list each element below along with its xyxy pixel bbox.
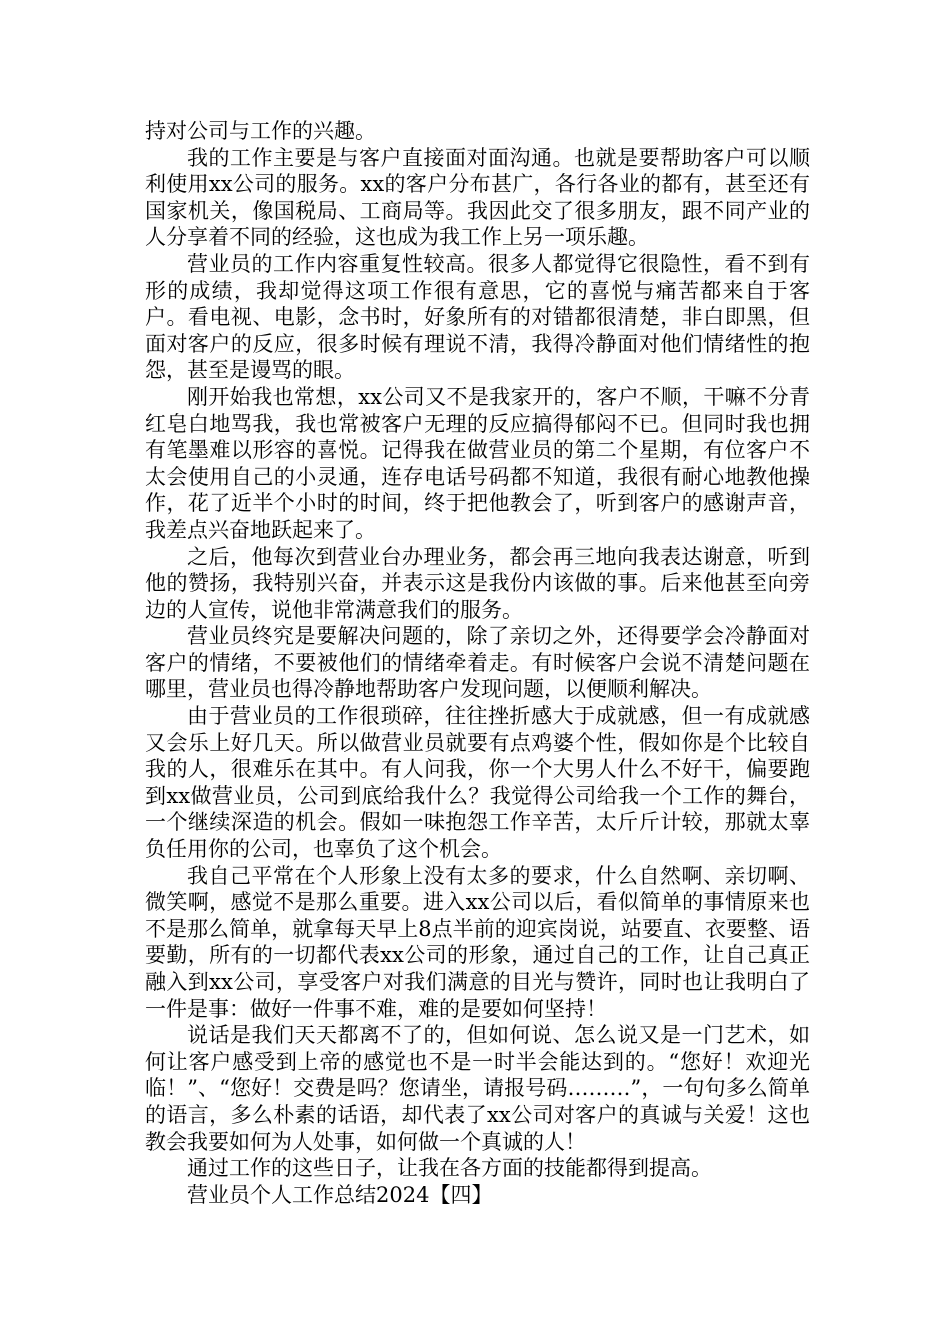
document-body	[145, 118, 810, 1208]
paragraph-8: 我自己平常在个人形象上没有太多的要求，什么自然啊、亲切啊、微笑啊，感觉不是那么重要。进入xx公司以后，看似简单的事情原来也不是那么简单，就拿每天早上8点半前的迎宾岗说，站要直、衣要整、语要勤，所有的一切都代表xx公司的形象，通过自己的工作，让自己真正融入到xx公司，享受客户对我们满意的目光与赞许，同时也让我明白了一件是事：做好一件事不难，难的是要如何坚持！	[145, 863, 810, 1021]
paragraph-9: 说话是我们天天都离不了的，但如何说、怎么说又是一门艺术，如何让客户感受到上帝的感觉也不是一时半会能达到的。“您好！欢迎光临！”、“您好！交费是吗？您请坐，请报号码………”，一句句多么简单的语言，多么朴素的话语，却代表了xx公司对客户的真诚与关爱！这也教会我要如何为人处事，如何做一个真诚的人！	[145, 1023, 810, 1154]
section-heading: 营业员个人工作总结2024【四】	[187, 1182, 493, 1207]
paragraph-4: 刚开始我也常想，xx公司又不是我家开的，客户不顺，干嘛不分青红皂白地骂我，我也常被客户无理的反应搞得郁闷不已。但同时我也拥有笔墨难以形容的喜悦。记得我在做营业员的第二个星期，有位客户不太会使用自己的小灵通，连存电话号码都不知道，我很有耐心地教他操作，花了近半个小时的时间，终于把他教会了，听到客户的感谢声音，我差点兴奋地跃起来了。	[145, 384, 810, 542]
paragraph-6: 营业员终究是要解决问题的，除了亲切之外，还得要学会冷静面对客户的情绪，不要被他们的情绪牵着走。有时候客户会说不清楚问题在哪里，营业员也得冷静地帮助客户发现问题，以便顺利解决。	[145, 624, 810, 702]
paragraph-3: 营业员的工作内容重复性较高。很多人都觉得它很隐性，看不到有形的成绩，我却觉得这项工作很有意思，它的喜悦与痛苦都来自于客户。看电视、电影，念书时，好象所有的对错都很清楚，非白即黑，但面对客户的反应，很多时候有理说不清，我得冷静面对他们情绪性的抱怨，甚至是谩骂的眼。	[145, 251, 810, 383]
paragraph-10: 通过工作的这些日子，让我在各方面的技能都得到提高。	[187, 1156, 712, 1181]
paragraph-2: 我的工作主要是与客户直接面对面沟通。也就是要帮助客户可以顺利使用xx公司的服务。xx的客户分布甚广，各行各业的都有，甚至还有国家机关，像国税局、工商局等。我因此交了很多朋友，跟不同产业的人分享着不同的经验，这也成为我工作上另一项乐趣。	[145, 145, 810, 250]
paragraph-7: 由于营业员的工作很琐碎，往往挫折感大于成就感，但一有成就感又会乐上好几天。所以做营业员就要有点鸡婆个性，假如你是个比较自我的人，很难乐在其中。有人问我，你一个大男人什么不好干，偏要跑到xx做营业员，公司到底给我什么？我觉得公司给我一个工作的舞台，一个继续深造的机会。假如一味抱怨工作辛苦，太斤斤计较，那就太辜负任用你的公司，也辜负了这个机会。	[145, 704, 810, 862]
paragraph-1: 持对公司与工作的兴趣。	[145, 119, 376, 143]
paragraph-5: 之后，他每次到营业台办理业务，都会再三地向我表达谢意，听到他的赞扬，我特别兴奋，并表示这是我份内该做的事。后来他甚至向旁边的人宣传，说他非常满意我们的服务。	[145, 544, 810, 622]
